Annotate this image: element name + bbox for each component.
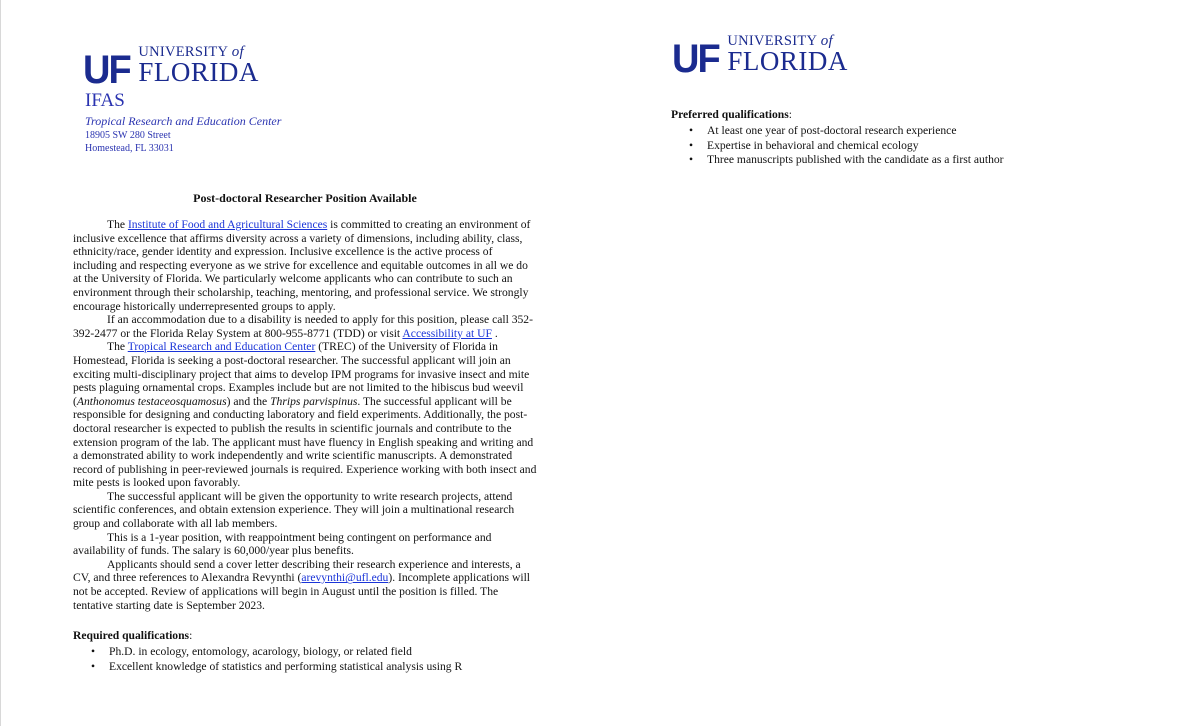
link-trec[interactable]: Tropical Research and Education Center bbox=[127, 340, 316, 354]
paragraph-application: Applicants should send a cover letter describing their research experience and interests, a CV, and three references to Alexandra Revynthi (arevynthi@ufl.edu). Incomplete applications will not be accepted. Review of applications will begin in August until the position is filled. The tentative starting date is September 2023. bbox=[73, 557, 531, 612]
link-accessibility[interactable]: Accessibility at UF bbox=[402, 326, 492, 340]
list-item: • Excellent knowledge of statistics and performing statistical analysis using R bbox=[109, 660, 539, 675]
species-name: Thrips parvispinus bbox=[270, 394, 358, 408]
document-title: Post-doctoral Researcher Position Available bbox=[193, 191, 417, 205]
letterhead-center: Tropical Research and Education Center bbox=[85, 114, 282, 128]
uf-logo-wordmark bbox=[727, 34, 848, 75]
list-item: • Ph.D. in ecology, entomology, acarology, biology, or related field bbox=[109, 645, 539, 660]
letterhead-unit: IFAS bbox=[85, 90, 125, 111]
logo-florida: FLORIDA bbox=[138, 57, 259, 87]
logo-university: UNIVERSITY bbox=[727, 33, 817, 49]
list-item: • At least one year of post-doctoral research experience bbox=[707, 124, 1151, 139]
paragraph-inclusive-excellence: The Institute of Food and Agricultural Sciences is committed to creating an environment of inclusive excellence that affirms diversity across a variety of dimensions, including ability, class, ethnicity/race, gender identity and expression. Inclusive excellence is the active process of including and respecting everyone as we strive for excellence and equitable outcomes in all we do at the University of Florida. We particularly welcome applicants who can contribute to such an environment through their scholarship, teaching, mentoring, and professional service. We strongly encourage historically underrepresented groups to apply. bbox=[73, 218, 531, 313]
required-heading: Required qualifications bbox=[73, 629, 190, 642]
document-body bbox=[73, 218, 539, 612]
link-ifas[interactable]: Institute of Food and Agricultural Sciences bbox=[127, 218, 328, 231]
required-qualifications: Required qualifications: • Ph.D. in ecology, entomology, acarology, biology, or related field • Excellent knowledge of statistics and performing statistical analysis using R bbox=[73, 629, 539, 674]
preferred-qualifications: Preferred qualifications: • At least one year of post-doctoral research experience • Expertise in behavioral and chemical ecology • Three manuscripts published with the candidate as a first author bbox=[671, 108, 1151, 168]
link-email[interactable]: arevynthi@ufl.edu bbox=[301, 571, 389, 585]
paragraph-accommodation: If an accommodation due to a disability is needed to apply for this position, please call 352-392-2477 or the Florida Relay System at 800-955-8771 (TDD) or visit Accessibility at UF . bbox=[73, 313, 533, 340]
uf-logo-mark: UF bbox=[672, 37, 719, 81]
logo-of: of bbox=[231, 44, 245, 60]
uf-logo bbox=[672, 33, 848, 81]
paragraph-position-description: The Tropical Research and Education Center (TREC) of the University of Florida in Homestead, Florida is seeking a post-doctoral researcher. The successful applicant will join an exciting multi-disciplinary project that aims to develop IPM programs for invasive insect and mite pests plaguing ornamental crops. Examples include but are not limited to the hibiscus bud weevil (Anthonomus testaceosquamosus) and the Thrips parvispinus. The successful applicant will be responsible for designing and conducting laboratory and field experiments. Additionally, the post-doctoral researcher is expected to publish the results in scientific journals and contribute to the extension program of the lab. The applicant must have fluency in English speaking and writing and a demonstrated ability to work independently and write scientific manuscripts. A demonstrated record of publishing in peer-reviewed journals is required. Experience working with both insect and mite pests is looked upon favorably. bbox=[73, 340, 537, 490]
paragraph-opportunities: The successful applicant will be given the opportunity to write research projects, attend scientific conferences, and obtain extension experience. They will join a multinational research group and collaborate with all lab members. bbox=[73, 489, 515, 531]
preferred-list bbox=[671, 124, 1151, 168]
list-item: • Three manuscripts published with the candidate as a first author bbox=[707, 153, 1151, 168]
logo-university: UNIVERSITY bbox=[138, 44, 228, 60]
uf-logo bbox=[83, 44, 259, 92]
list-item: • Expertise in behavioral and chemical ecology bbox=[707, 139, 1151, 154]
document-page-2 bbox=[600, 0, 1200, 726]
logo-florida: FLORIDA bbox=[727, 46, 848, 76]
logo-of: of bbox=[820, 33, 834, 49]
uf-logo-wordmark bbox=[138, 45, 259, 86]
uf-logo-mark: UF bbox=[83, 48, 130, 92]
letterhead-city: Homestead, FL 33031 bbox=[85, 143, 174, 154]
letterhead bbox=[85, 90, 281, 155]
species-name: Anthonomus testaceosquamosus bbox=[76, 394, 227, 408]
letterhead-street: 18905 SW 280 Street bbox=[85, 130, 171, 141]
required-list bbox=[73, 645, 539, 674]
preferred-heading: Preferred qualifications bbox=[671, 108, 789, 121]
paragraph-salary: This is a 1-year position, with reappointment being contingent on performance and availability of funds. The salary is 60,000/year plus benefits. bbox=[73, 530, 492, 558]
